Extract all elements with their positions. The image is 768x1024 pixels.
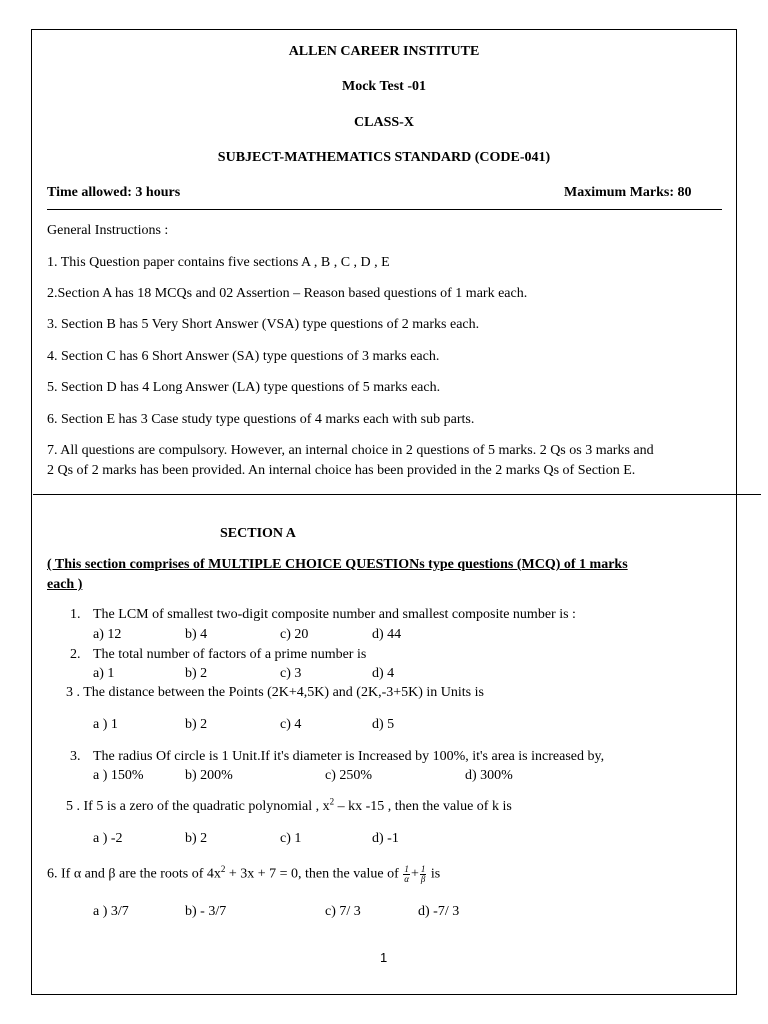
question-text: 3 . The distance between the Points (2K+4,5K) and (2K,-3+5K) in Units is [66, 685, 484, 700]
option-c: c) 7/ 3 [325, 904, 361, 919]
instruction-item: 4. Section C has 6 Short Answer (SA) type questions of 3 marks each. [47, 349, 440, 364]
option-c: c) 3 [280, 666, 302, 681]
section-subtitle-cont: each ) [47, 577, 83, 592]
instructions-divider [33, 494, 761, 495]
question-number: 1. [70, 607, 81, 622]
option-a: a) 12 [93, 627, 122, 642]
instruction-item: 6. Section E has 3 Case study type questions of 4 marks each with sub parts. [47, 412, 475, 427]
option-d: d) 44 [372, 627, 402, 642]
option-a: a ) 150% [93, 768, 144, 783]
option-c: c) 250% [325, 768, 373, 783]
question-text: The radius Of circle is 1 Unit.If it's diameter is Increased by 100%, it's area is increased by, [93, 749, 605, 764]
question-text: The LCM of smallest two-digit composite number and smallest composite number is : [93, 607, 576, 622]
option-d: d) -1 [372, 831, 399, 846]
option-b: b) 2 [185, 717, 208, 732]
instructions-title: General Instructions : [47, 223, 169, 238]
option-c: c) 20 [280, 627, 309, 642]
page-border [31, 29, 737, 995]
maximum-marks: Maximum Marks: 80 [564, 185, 692, 200]
option-d: d) -7/ 3 [418, 904, 460, 919]
instruction-item: 3. Section B has 5 Very Short Answer (VSA) type questions of 2 marks each. [47, 317, 480, 332]
option-b: b) 2 [185, 666, 208, 681]
option-a: a) 1 [93, 666, 115, 681]
time-allowed: Time allowed: 3 hours [47, 185, 181, 200]
option-c: c) 4 [280, 717, 302, 732]
instruction-item: 2 Qs of 2 marks has been provided. An internal choice has been provided in the 2 marks Qs of Section E. [47, 463, 636, 478]
fraction-one-over-beta: $\frac{1}{\beta}$ [420, 864, 426, 884]
instruction-item: 2.Section A has 18 MCQs and 02 Assertion – Reason based questions of 1 mark each. [47, 286, 528, 301]
test-title: Mock Test -01 [342, 79, 426, 94]
question-text: 6. If α and β are the roots of $4x^2 + 3x + 7 = 0$, then the value of $\frac{1}{\alpha}$ + $\frac{1}{\beta}$ is [47, 864, 441, 884]
question-text: 5 . If 5 is a zero of the quadratic polynomial , $x^2$ – kx -15 , then the value of k is [66, 796, 512, 814]
option-b: b) 2 [185, 831, 208, 846]
section-subtitle: ( This section comprises of MULTIPLE CHOICE QUESTIONs type questions (MCQ) of 1 marks [47, 557, 628, 572]
subject-title: SUBJECT-MATHEMATICS STANDARD (CODE-041) [217, 150, 551, 165]
option-b: b) 200% [185, 768, 233, 783]
option-c: c) 1 [280, 831, 302, 846]
instruction-item: 7. All questions are compulsory. However, an internal choice in 2 questions of 5 marks. 2 Qs os 3 marks and [47, 443, 654, 458]
option-d: d) 300% [465, 768, 513, 783]
option-b: b) - 3/7 [185, 904, 227, 919]
option-a: a ) 3/7 [93, 904, 129, 919]
page-number: 1 [380, 950, 388, 965]
option-a: a ) -2 [93, 831, 123, 846]
option-d: d) 5 [372, 717, 395, 732]
instruction-item: 5. Section D has 4 Long Answer (LA) type questions of 5 marks each. [47, 380, 441, 395]
option-a: a ) 1 [93, 717, 118, 732]
question-number: 2. [70, 647, 81, 662]
instruction-item: 1. This Question paper contains five sections A , B , C , D , E [47, 255, 390, 270]
institute-title: ALLEN CAREER INSTITUTE [288, 44, 480, 59]
header-divider [47, 209, 722, 210]
fraction-one-over-alpha: $\frac{1}{\alpha}$ [404, 864, 409, 884]
class-title: CLASS-X [354, 115, 414, 130]
option-d: d) 4 [372, 666, 395, 681]
question-text: The total number of factors of a prime number is [93, 647, 367, 662]
question-number: 3. [70, 749, 81, 764]
section-title: SECTION A [220, 526, 296, 541]
option-b: b) 4 [185, 627, 208, 642]
